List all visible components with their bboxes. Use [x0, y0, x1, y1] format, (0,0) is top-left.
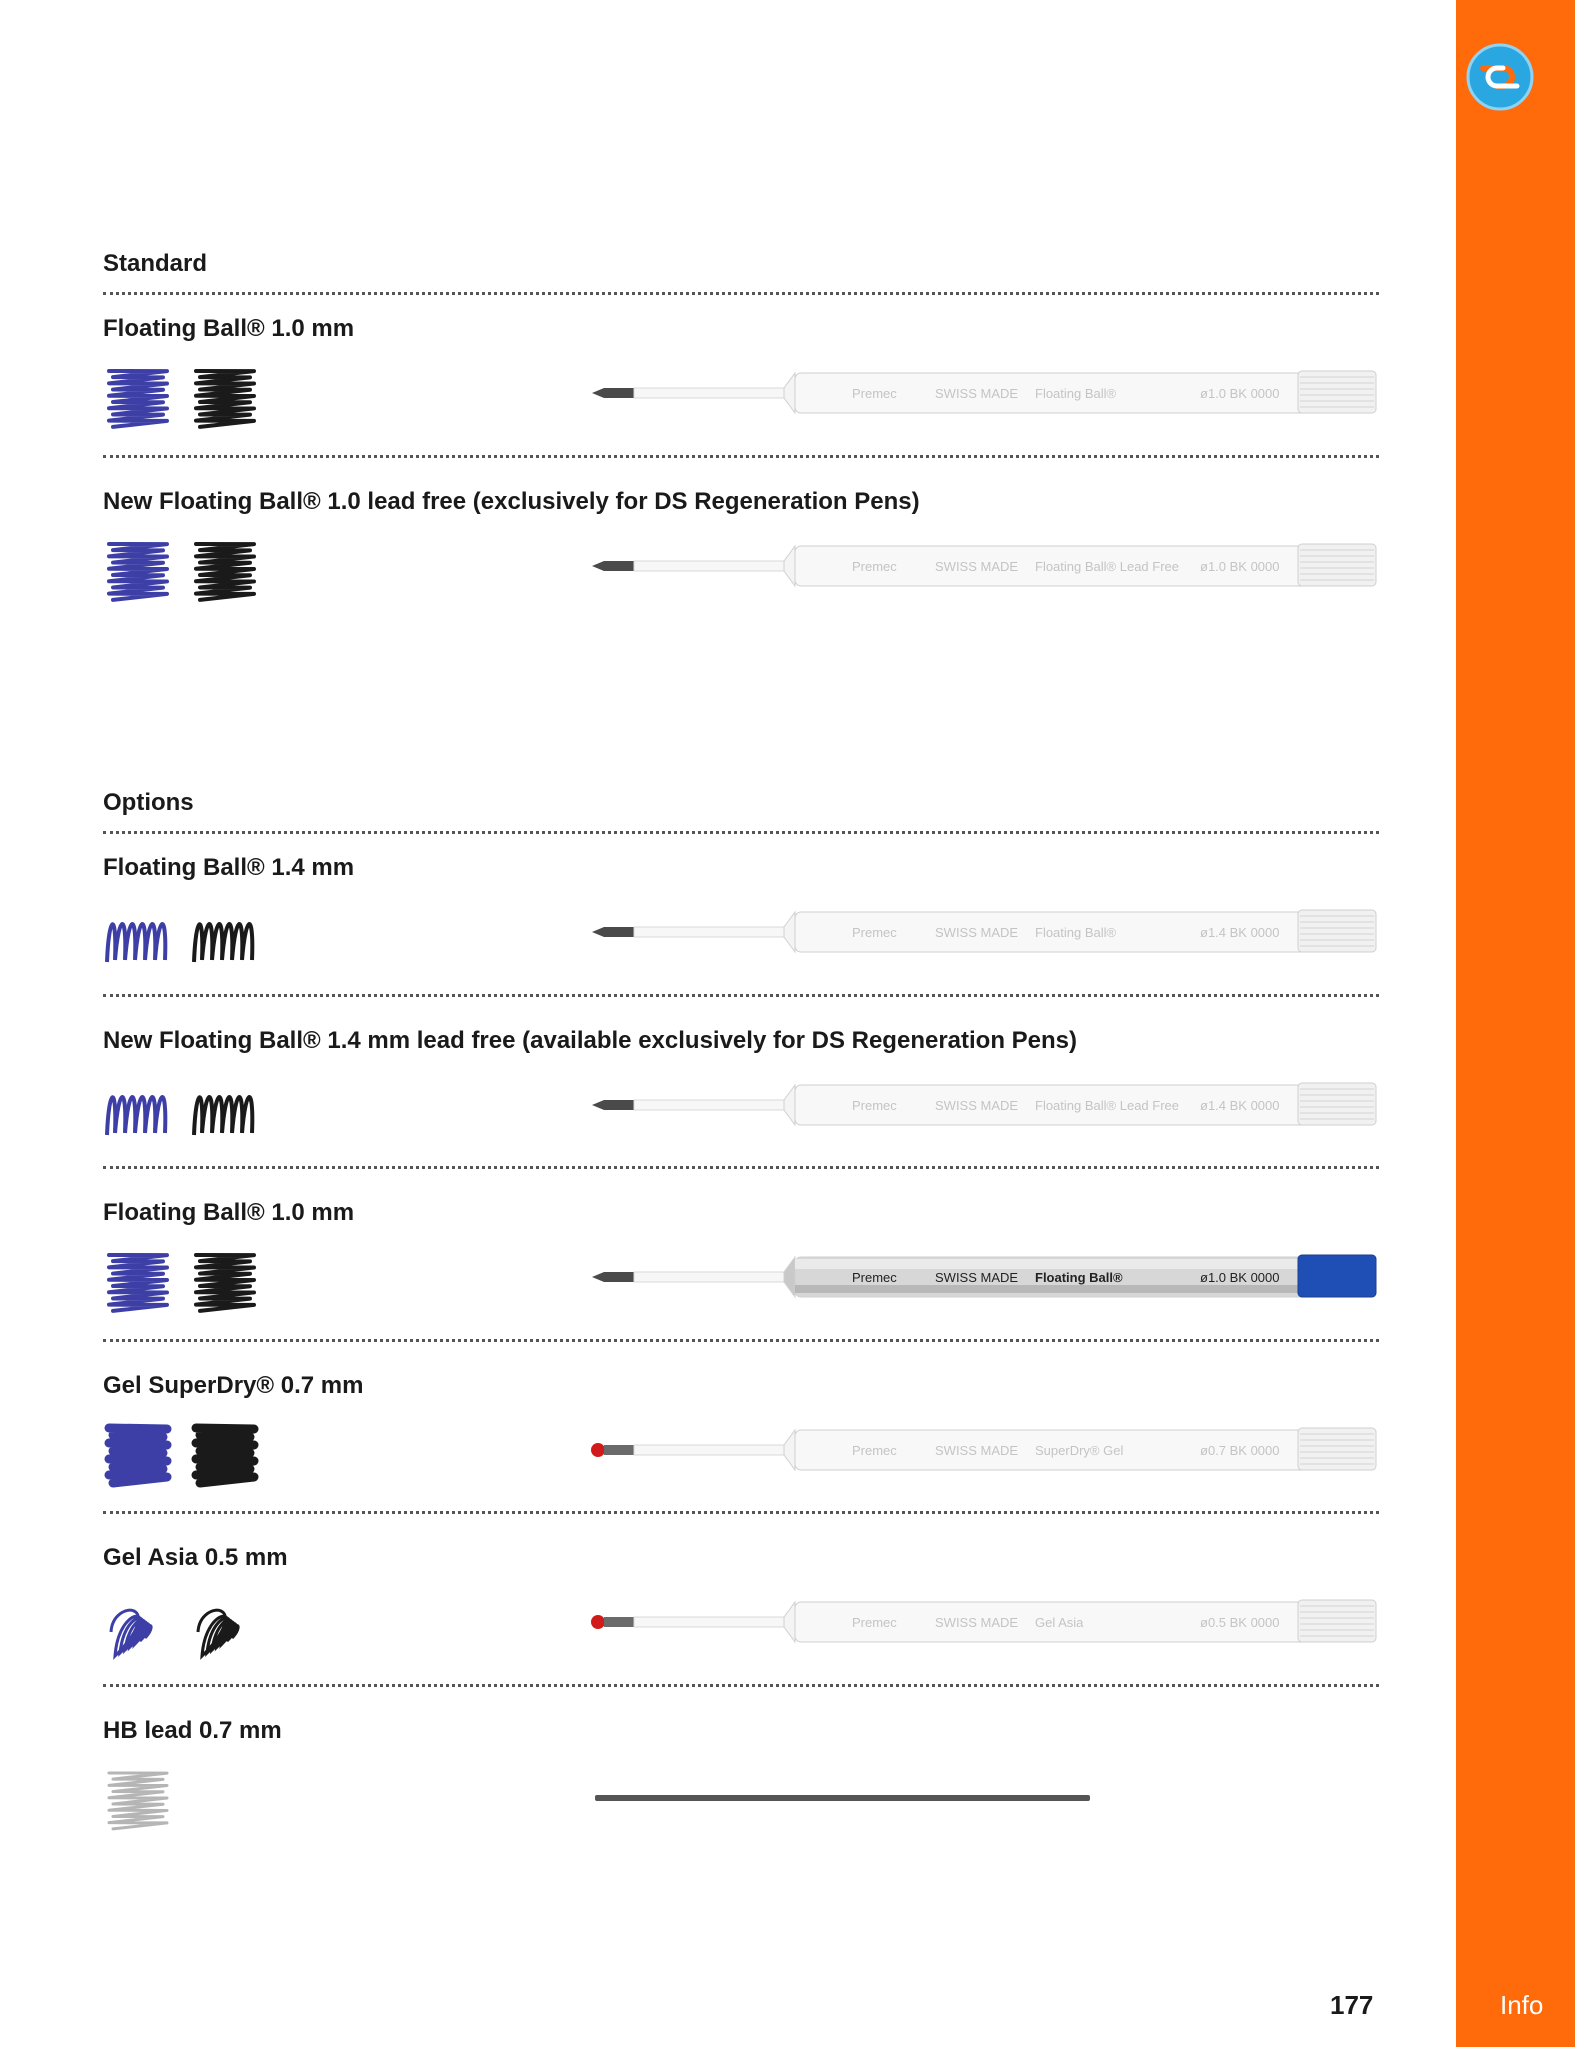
refill-cartridge — [590, 906, 1380, 966]
divider — [103, 1166, 1379, 1169]
imprint-made: SWISS MADE — [935, 1270, 1019, 1286]
refill-cartridge — [590, 1251, 1380, 1311]
imprint-made: SWISS MADE — [935, 1097, 1019, 1113]
refill-name: Gel SuperDry® 0.7 mm — [103, 1371, 364, 1399]
imprint-code: ø0.5 BK 0000 — [1200, 1615, 1280, 1631]
divider — [103, 1339, 1379, 1342]
refill-name: Gel Asia 0.5 mm — [103, 1544, 288, 1572]
imprint-model: Floating Ball® — [1035, 925, 1117, 940]
refill-name: Floating Ball® 1.4 mm — [103, 854, 355, 881]
imprint-made: SWISS MADE — [935, 386, 1019, 401]
ink-swatch-blue — [103, 902, 173, 972]
refill-cartridge — [590, 1596, 1380, 1656]
divider — [103, 1684, 1379, 1687]
ink-swatch-black — [190, 1592, 260, 1662]
ink-swatch-black — [190, 536, 260, 606]
ink-swatch-pencil — [103, 1765, 173, 1835]
refill-name: HB lead 0.7 mm — [103, 1717, 282, 1744]
imprint-code: ø0.7 BK 0000 — [1200, 1442, 1280, 1458]
imprint-brand: Premec — [852, 1097, 897, 1113]
ink-swatch-blue — [103, 536, 173, 606]
imprint-code: ø1.4 BK 0000 — [1200, 925, 1280, 940]
imprint-brand: Premec — [852, 925, 897, 940]
imprint-made: SWISS MADE — [935, 925, 1019, 940]
imprint-model: Floating Ball® — [1035, 1270, 1123, 1286]
divider — [103, 292, 1379, 295]
imprint-brand: Premec — [852, 1442, 897, 1458]
sidebar-label: Info — [1500, 1990, 1544, 2020]
imprint-code: ø1.4 BK 0000 — [1200, 1097, 1280, 1113]
refill-name: New Floating Ball® 1.4 mm lead free (available exclusively for DS Regeneration Pens) — [103, 1026, 1078, 1054]
section-title: Standard — [103, 250, 208, 277]
refill-item — [0, 488, 1456, 660]
divider — [103, 831, 1379, 834]
imprint-model: Floating Ball® — [1035, 386, 1117, 401]
refill-item — [0, 1027, 1456, 1199]
imprint-code: ø1.0 BK 0000 — [1200, 1270, 1280, 1286]
refill-item — [0, 1717, 1456, 1889]
refill-cartridge — [590, 1769, 1380, 1829]
refill-item — [0, 1199, 1456, 1371]
imprint-code: ø1.0 BK 0000 — [1200, 386, 1280, 401]
refill-cartridge — [590, 1079, 1380, 1139]
ds-logo-icon — [1465, 42, 1535, 112]
imprint-model: SuperDry® Gel — [1035, 1442, 1124, 1458]
refill-item — [0, 1372, 1456, 1544]
ink-swatch-black — [190, 902, 260, 972]
refill-name: Floating Ball® 1.0 mm — [103, 315, 355, 342]
ink-swatch-blue — [103, 1420, 173, 1490]
ink-swatch-blue — [103, 1592, 173, 1662]
refill-item — [0, 1544, 1456, 1716]
refill-item — [0, 854, 1456, 1026]
imprint-made: SWISS MADE — [935, 558, 1019, 574]
ink-swatch-black — [190, 1420, 260, 1490]
imprint-brand: Premec — [852, 1615, 897, 1631]
section-title: Options — [103, 789, 194, 816]
ink-swatch-blue — [103, 363, 173, 433]
sidebar — [1456, 0, 1575, 2047]
imprint-brand: Premec — [852, 386, 897, 401]
imprint-model: Floating Ball® Lead Free — [1035, 1097, 1179, 1113]
divider — [103, 994, 1379, 997]
refill-cartridge — [590, 367, 1380, 427]
ink-swatch-blue — [103, 1247, 173, 1317]
refill-name: New Floating Ball® 1.0 lead free (exclusively for DS Regeneration Pens) — [103, 487, 920, 515]
refill-name: Floating Ball® 1.0 mm — [103, 1199, 355, 1227]
imprint-made: SWISS MADE — [935, 1615, 1019, 1631]
ink-swatch-blue — [103, 1075, 173, 1145]
divider — [103, 1511, 1379, 1514]
imprint-model: Floating Ball® Lead Free — [1035, 558, 1179, 574]
refill-item — [0, 315, 1456, 487]
imprint-code: ø1.0 BK 0000 — [1200, 558, 1280, 574]
imprint-brand: Premec — [852, 1270, 897, 1286]
ink-swatch-black — [190, 1247, 260, 1317]
imprint-made: SWISS MADE — [935, 1442, 1019, 1458]
refill-cartridge — [590, 540, 1380, 600]
ink-swatch-black — [190, 1075, 260, 1145]
ink-swatch-black — [190, 363, 260, 433]
imprint-model: Gel Asia — [1035, 1615, 1084, 1631]
divider — [103, 455, 1379, 458]
imprint-brand: Premec — [852, 558, 897, 574]
page-number: 177 — [1330, 1990, 1374, 2020]
refill-cartridge — [590, 1424, 1380, 1484]
